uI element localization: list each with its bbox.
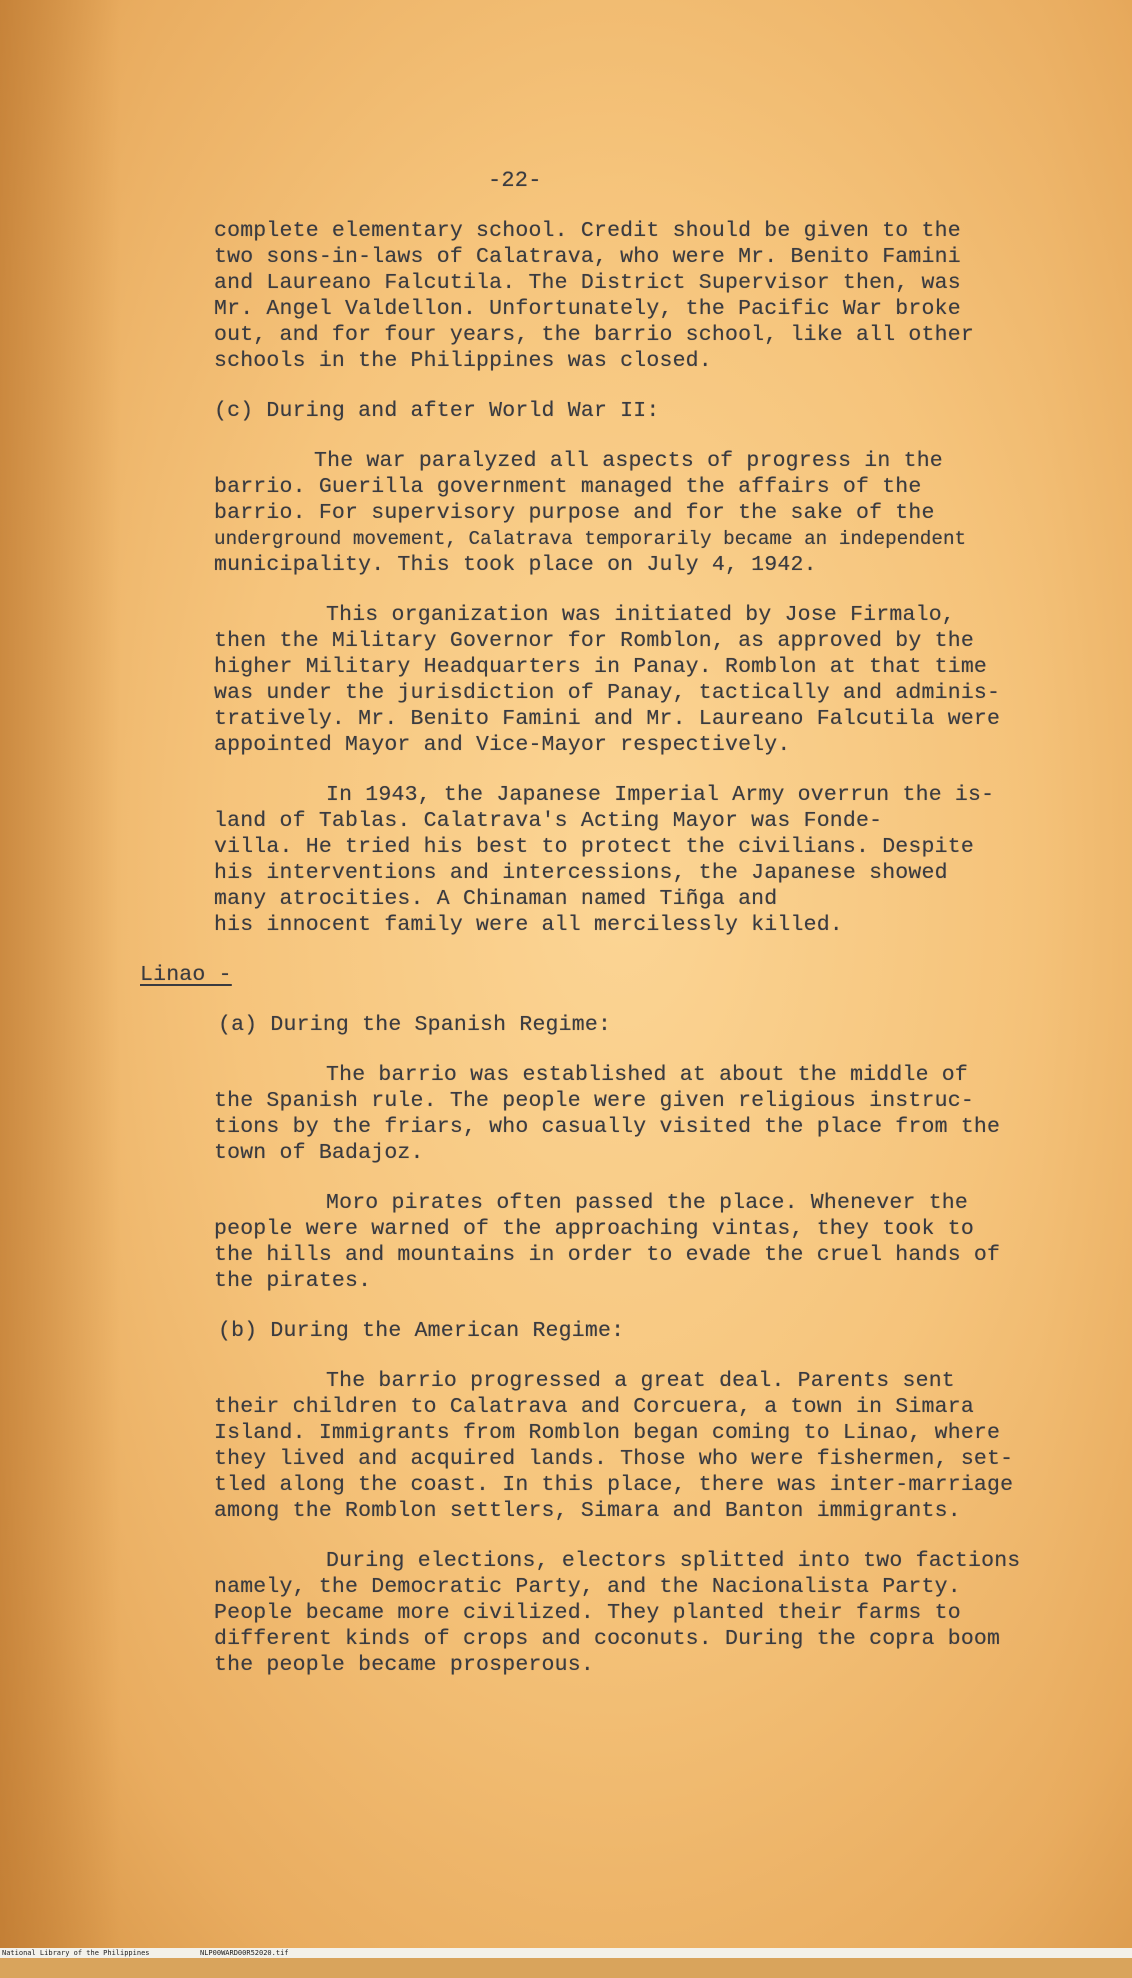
section-heading: (c) During and after World War II: (214, 399, 660, 423)
text-line: land of Tablas. Calatrava's Acting Mayor was Fonde- (214, 809, 883, 833)
section-heading: (b) During the American Regime: (218, 1319, 625, 1343)
text-line: The war paralyzed all aspects of progress in the (314, 449, 943, 473)
text-line: Mr. Angel Valdellon. Unfortunately, the Pacific War broke (214, 297, 961, 321)
scan-footer (0, 1948, 1132, 1958)
footer-source: National Library of the Philippines (2, 1949, 150, 1957)
text-line: his innocent family were all mercilessly killed. (214, 913, 843, 937)
text-line: town of Badajoz. (214, 1141, 424, 1165)
text-line: out, and for four years, the barrio school, like all other (214, 323, 974, 347)
text-line: was under the jurisdiction of Panay, tactically and adminis- (214, 681, 1001, 705)
footer-filename: NLP00WARD00R52020.tif (200, 1949, 289, 1957)
text-line: the Spanish rule. The people were given religious instruc- (214, 1089, 974, 1113)
text-line: the pirates. (214, 1269, 372, 1293)
text-line: tions by the friars, who casually visited the place from the (214, 1115, 1001, 1139)
text-line: higher Military Headquarters in Panay. Romblon at that time (214, 655, 988, 679)
text-line: appointed Mayor and Vice-Mayor respectively. (214, 733, 791, 757)
text-line: The barrio was established at about the middle of (326, 1063, 969, 1087)
text-line: two sons-in-laws of Calatrava, who were Mr. Benito Famini (214, 245, 961, 269)
text-line: tled along the coast. In this place, there was inter-marriage (214, 1473, 1014, 1497)
text-line: his interventions and intercessions, the Japanese showed (214, 861, 948, 885)
text-line: This organization was initiated by Jose Firmalo, (326, 603, 955, 627)
text-line: complete elementary school. Credit should be given to the (214, 219, 961, 243)
text-line: municipality. This took place on July 4, 1942. (214, 553, 817, 577)
text-line: different kinds of crops and coconuts. During the copra boom (214, 1627, 1001, 1651)
text-line: barrio. Guerilla government managed the affairs of the (214, 475, 922, 499)
text-line: In 1943, the Japanese Imperial Army overrun the is- (326, 783, 995, 807)
text-line: the people became prosperous. (214, 1653, 594, 1677)
text-line: then the Military Governor for Romblon, as approved by the (214, 629, 974, 653)
text-line: they lived and acquired lands. Those who were fishermen, set- (214, 1447, 1014, 1471)
text-line: the hills and mountains in order to evade the cruel hands of (214, 1243, 1001, 1267)
text-line: their children to Calatrava and Corcuera, a town in Simara (214, 1395, 974, 1419)
text-line: among the Romblon settlers, Simara and Banton immigrants. (214, 1499, 961, 1523)
text-line: underground movement, Calatrava temporarily became an independent (214, 528, 967, 550)
text-line: Moro pirates often passed the place. Whenever the (326, 1191, 969, 1215)
text-line: During elections, electors splitted into two factions (326, 1549, 1021, 1573)
text-line: barrio. For supervisory purpose and for the sake of the (214, 501, 935, 525)
text-line: tratively. Mr. Benito Famini and Mr. Laureano Falcutila were (214, 707, 1001, 731)
text-line: villa. He tried his best to protect the civilians. Despite (214, 835, 974, 859)
text-line: many atrocities. A Chinaman named Tiñga and (214, 887, 778, 911)
text-line: people were warned of the approaching vintas, they took to (214, 1217, 974, 1241)
text-line: namely, the Democratic Party, and the Nacionalista Party. (214, 1575, 961, 1599)
linao-heading: Linao - (140, 963, 232, 987)
text-line: schools in the Philippines was closed. (214, 349, 712, 373)
text-line: The barrio progressed a great deal. Parents sent (326, 1369, 955, 1393)
text-line: Island. Immigrants from Romblon began coming to Linao, where (214, 1421, 1001, 1445)
text-line: and Laureano Falcutila. The District Supervisor then, was (214, 271, 961, 295)
section-heading: (a) During the Spanish Regime: (218, 1013, 612, 1037)
text-line: People became more civilized. They planted their farms to (214, 1601, 961, 1625)
page-number: -22- (488, 168, 542, 193)
